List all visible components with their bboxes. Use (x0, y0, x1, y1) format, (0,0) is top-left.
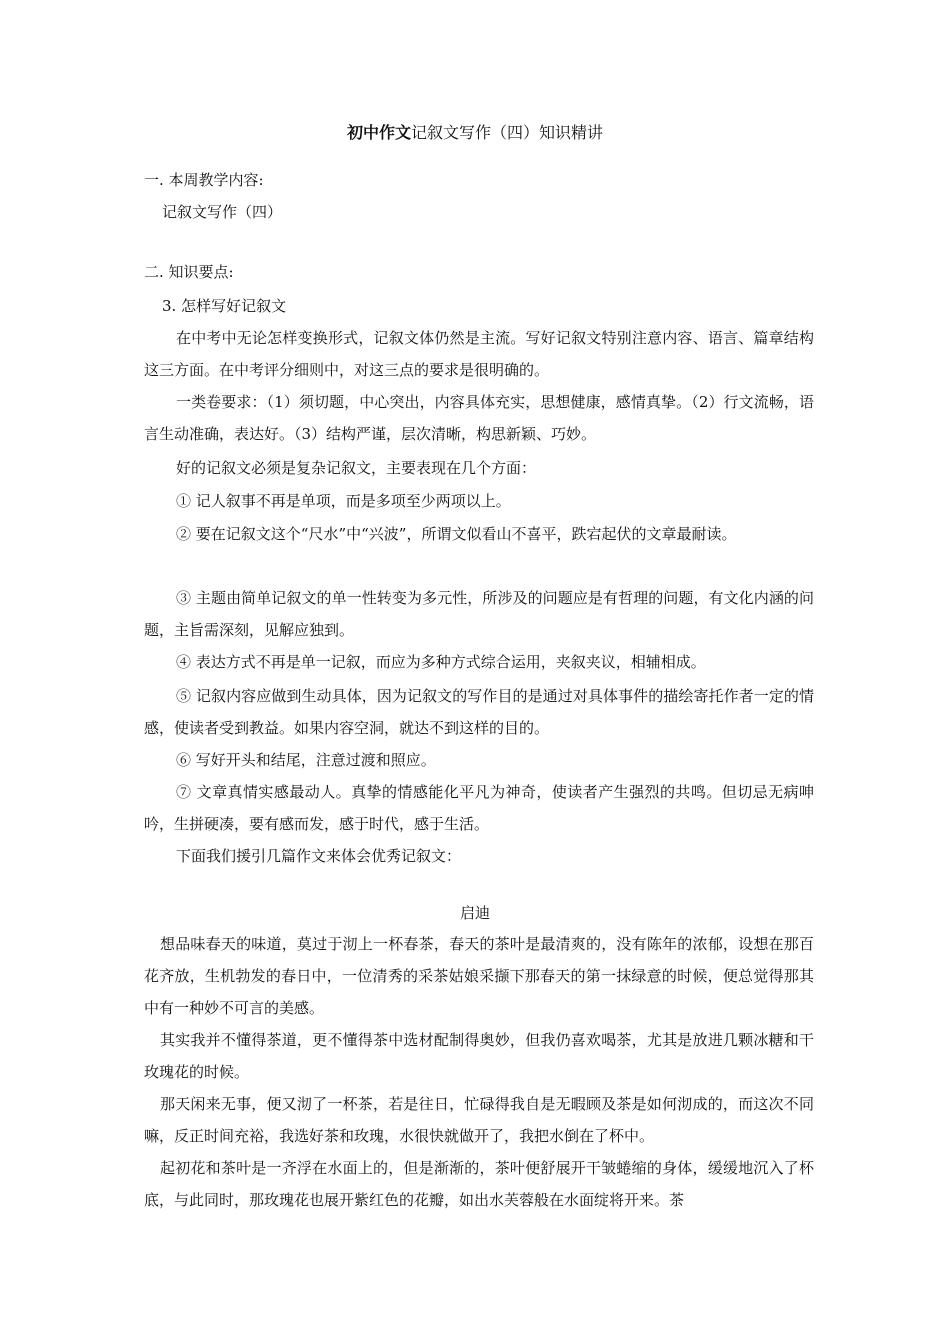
section-2-subheading: 3. 怎样写好记叙文 (162, 297, 287, 315)
essay-paragraph: 起初花和茶叶是一齐浮在水面上的，但是渐渐的，茶叶便舒展开干皱蜷缩的身体，缓缓地沉入了杯底，与此同时，那玫瑰花也展开紫红色的花瓣，如出水芙蓉般在水面绽将开来。茶 (144, 1159, 814, 1209)
list-item: ③ 主题由简单记叙文的单一性转变为多元性，所涉及的问题应是有哲理的问题，有文化内涵的问题，主旨需深刻，见解应独到。 (144, 589, 814, 639)
list-item: ⑤ 记叙内容应做到生动具体，因为记叙文的写作目的是通过对具体事件的描绘寄托作者一定的情感，使读者受到教益。如果内容空洞，就达不到这样的目的。 (144, 687, 814, 737)
list-item: ④ 表达方式不再是单一记叙，而应为多种方式综合运用，夹叙夹议，相辅相成。 (176, 653, 706, 671)
essay-paragraph: 想品味春天的味道，莫过于沏上一杯春茶，春天的茶叶是最清爽的，没有陈年的浓郁，设想在那百花齐放，生机勃发的春日中，一位清秀的采茶姑娘采撷下那春天的第一抹绿意的时候，便总觉得那其中有一种妙不可言的美感。 (144, 935, 814, 1017)
list-item: ① 记人叙事不再是单项，而是多项至少两项以上。 (176, 492, 511, 510)
essay-paragraph: 其实我并不懂得茶道，更不懂得茶中选材配制得奥妙，但我仍喜欢喝茶，尤其是放进几颗冰糖和干玫瑰花的时候。 (144, 1031, 814, 1081)
list-item: ⑦ 文章真情实感最动人。真挚的情感能化平凡为神奇，使读者产生强烈的共鸣。但切忌无病呻吟，生拼硬凑，要有感而发，感于时代，感于生活。 (144, 783, 814, 833)
paragraph-3: 好的记叙文必须是复杂记叙文，主要表现在几个方面： (176, 459, 537, 477)
list-item: ⑥ 写好开头和结尾，注意过渡和照应。 (176, 751, 436, 769)
paragraph-1: 在中考中无论怎样变换形式，记叙文体仍然是主流。写好记叙文特别注意内容、语言、篇章结构这三方面。在中考评分细则中，对这三点的要求是很明确的。 (144, 329, 814, 379)
document-title (0, 120, 950, 143)
section-1-heading: 一. 本周教学内容: (144, 171, 264, 189)
essay-title: 启迪 (459, 904, 490, 922)
list-item: ② 要在记叙文这个“尺水”中“兴波”，所谓文似看山不喜平，跌宕起伏的文章最耐读。 (176, 525, 737, 543)
intro-paragraph: 下面我们援引几篇作文来体会优秀记叙文： (176, 847, 462, 865)
title-rest-part: 记叙文写作（四）知识精讲 (411, 123, 604, 142)
title-bold-part: 初中作文 (346, 123, 411, 142)
section-1-item: 记叙文写作（四） (162, 203, 283, 221)
section-2-heading: 二. 知识要点: (144, 263, 234, 281)
essay-paragraph: 那天闲来无事，便又沏了一杯茶，若是往日，忙碌得我自是无暇顾及茶是如何沏成的，而这次不同嘛，反正时间充裕，我选好茶和玫瑰，水很快就做开了，我把水倒在了杯中。 (144, 1095, 814, 1145)
paragraph-2: 一类卷要求：（1）须切题，中心突出，内容具体充实，思想健康，感情真挚。（2）行文流畅，语言生动准确，表达好。（3）结构严谨，层次清晰，构思新颖、巧妙。 (144, 393, 814, 443)
